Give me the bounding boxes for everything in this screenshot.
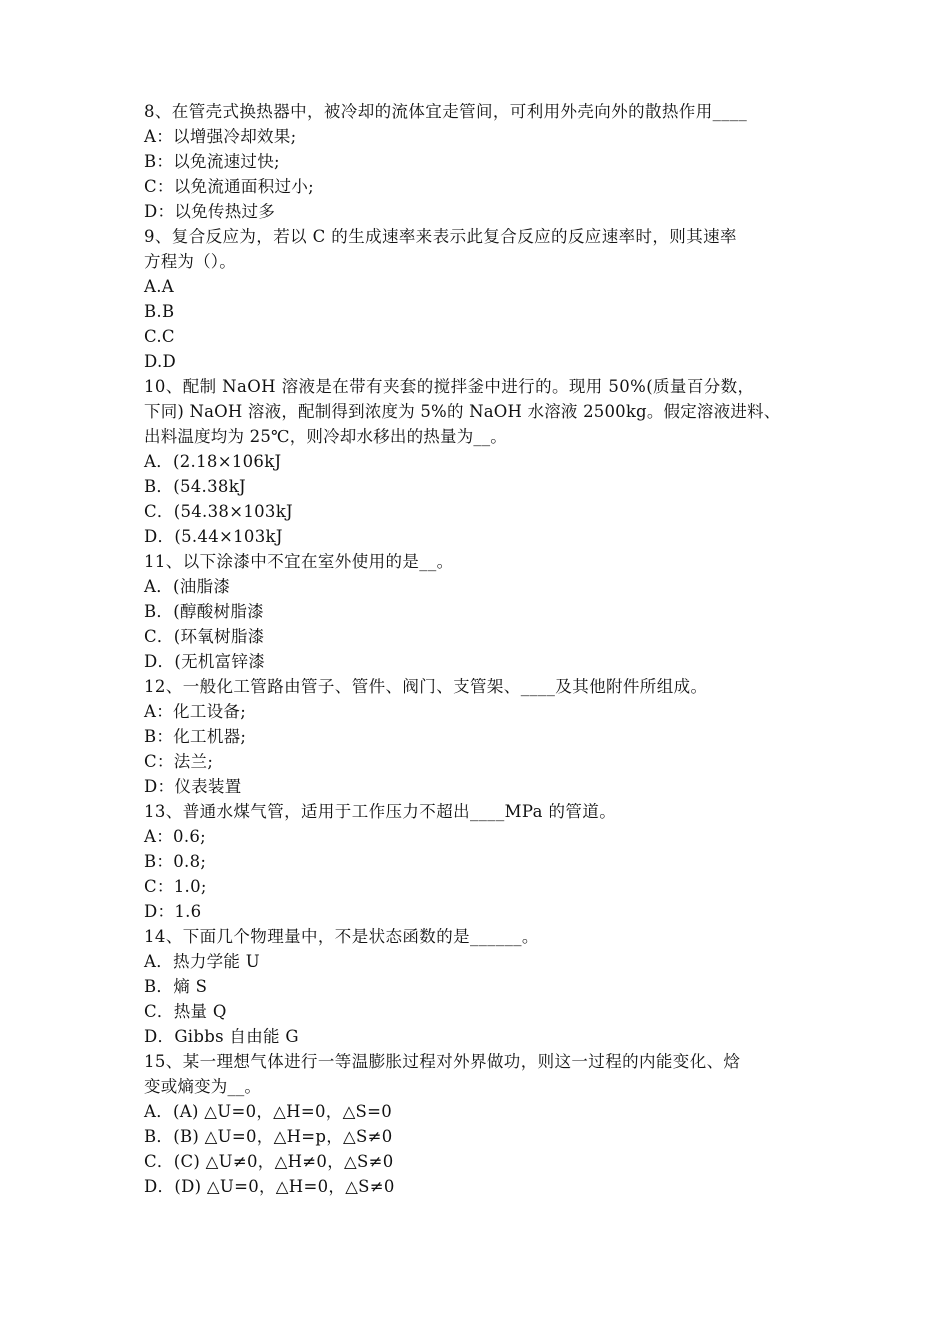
question-stem: 11、以下涂漆中不宜在室外使用的是__。	[144, 552, 454, 571]
option-a: A：0.6;	[144, 827, 207, 846]
question-14	[144, 924, 812, 1049]
question-stem: 13、普通水煤气管，适用于工作压力不超出____MPa 的管道。	[144, 802, 617, 821]
option-a: A．(油脂漆	[144, 577, 231, 596]
question-stem: 10、配制 NaOH 溶液是在带有夹套的搅拌釜中进行的。现用 50%(质量百分数，	[144, 377, 755, 396]
option-a: A：以增强冷却效果;	[144, 127, 297, 146]
option-b: B：以免流速过快;	[144, 152, 280, 171]
question-9	[144, 224, 812, 374]
option-d: D．(无机富锌漆	[144, 652, 266, 671]
option-c: C．热量 Q	[144, 1002, 227, 1021]
option-c: C.C	[144, 327, 175, 346]
option-b: B．熵 S	[144, 977, 208, 996]
option-c: C：以免流通面积过小;	[144, 177, 314, 196]
question-stem-continued: 出料温度均为 25℃，则冷却水移出的热量为__。	[144, 427, 507, 446]
question-13	[144, 799, 812, 924]
option-b: B.B	[144, 302, 175, 321]
question-stem-continued: 下同) NaOH 溶液，配制得到浓度为 5%的 NaOH 水溶液 2500kg。假定溶液进料、	[144, 402, 781, 421]
question-stem: 12、一般化工管路由管子、管件、阀门、支管架、____及其他附件所组成。	[144, 677, 708, 696]
option-c: C．(54.38×103kJ	[144, 502, 293, 521]
option-d: D.D	[144, 352, 177, 371]
option-b: B．(54.38kJ	[144, 477, 246, 496]
option-d: D：仪表装置	[144, 777, 242, 796]
option-b: B．(醇酸树脂漆	[144, 602, 264, 621]
question-stem: 9、复合反应为，若以 C 的生成速率来表示此复合反应的反应速率时，则其速率	[144, 227, 737, 246]
option-c: C．(环氧树脂漆	[144, 627, 265, 646]
question-stem-continued: 方程为（）。	[144, 252, 236, 271]
question-12	[144, 674, 812, 799]
option-d: D．Gibbs 自由能 G	[144, 1027, 299, 1046]
option-b: B：化工机器;	[144, 727, 247, 746]
option-d: D：以免传热过多	[144, 202, 276, 221]
option-d: D：1.6	[144, 902, 202, 921]
question-stem: 8、在管壳式换热器中，被冷却的流体宜走管间，可利用外壳向外的散热作用____	[144, 102, 748, 121]
question-stem: 15、某一理想气体进行一等温膨胀过程对外界做功，则这一过程的内能变化、焓	[144, 1052, 741, 1071]
option-a: A：化工设备;	[144, 702, 247, 721]
option-b: B：0.8;	[144, 852, 207, 871]
question-10	[144, 374, 812, 549]
option-d: D．(5.44×103kJ	[144, 527, 283, 546]
option-c: C．(C) △U≠0，△H≠0，△S≠0	[144, 1152, 394, 1171]
question-11	[144, 549, 812, 674]
question-stem: 14、下面几个物理量中，不是状态函数的是______。	[144, 927, 539, 946]
option-d: D．(D) △U=0，△H=0，△S≠0	[144, 1177, 395, 1196]
question-list	[144, 99, 812, 1199]
option-c: C：1.0;	[144, 877, 207, 896]
option-b: B．(B) △U=0，△H=p，△S≠0	[144, 1127, 393, 1146]
option-a: A.A	[144, 277, 174, 296]
option-a: A．(2.18×106kJ	[144, 452, 282, 471]
option-a: A．热力学能 U	[144, 952, 260, 971]
option-a: A．(A) △U=0，△H=0，△S=0	[144, 1102, 393, 1121]
option-c: C：法兰;	[144, 752, 214, 771]
question-stem-continued: 变或熵变为__。	[144, 1077, 262, 1096]
question-8	[144, 99, 812, 224]
question-15	[144, 1049, 812, 1199]
